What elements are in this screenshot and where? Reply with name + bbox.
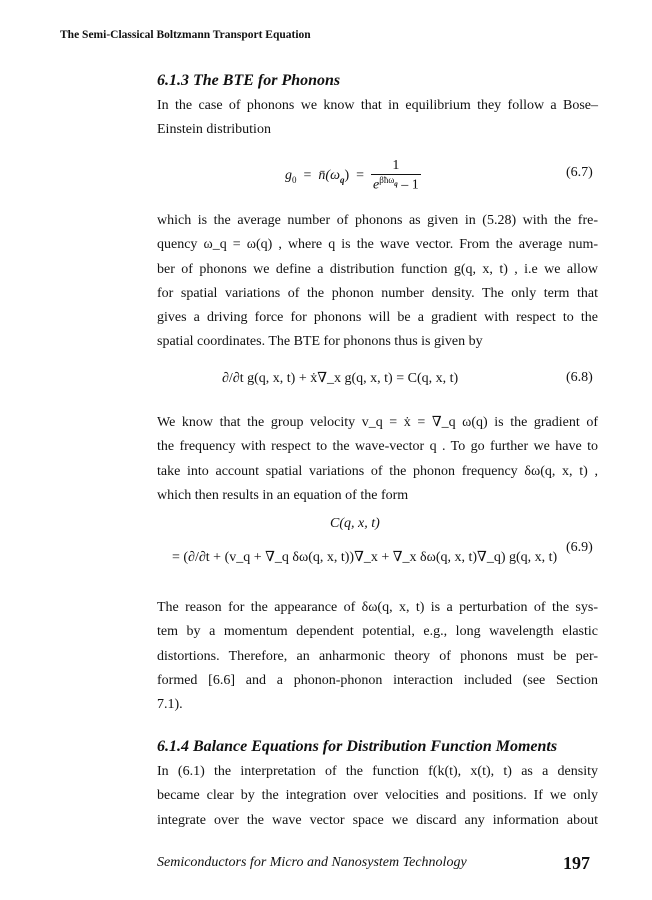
eq-sign: = bbox=[303, 168, 312, 184]
text-line: gives a driving force for phonons will be a gradient with respect to the bbox=[157, 310, 598, 326]
equation-number-6-9: (6.9) bbox=[566, 540, 593, 555]
equation-6-9-line-1: C(q, x, t) bbox=[330, 516, 380, 531]
text-line: integrate over the wave vector space we discard any information about bbox=[157, 812, 598, 828]
equation-6-7 bbox=[285, 158, 421, 194]
eq-fraction bbox=[371, 158, 421, 194]
eq-denominator bbox=[371, 174, 421, 194]
text-line: take into account spatial variations of the phonon frequency δω(q, x, t) , bbox=[157, 463, 598, 479]
text-line: became clear by the integration over velocities and positions. If we only bbox=[157, 788, 598, 804]
text-line: quency ω_q = ω(q) , where q is the wave vector. From the average num- bbox=[157, 237, 598, 253]
eq-subscript: q bbox=[339, 174, 345, 185]
eq-symbol: – 1 bbox=[397, 177, 419, 193]
footer-book-title: Semiconductors for Micro and Nanosystem Technology bbox=[157, 855, 467, 870]
paragraph-intro bbox=[157, 94, 598, 143]
text-line: In (6.1) the interpretation of the function f(k(t), x(t), t) as a density bbox=[157, 764, 598, 779]
paragraph-perturbation bbox=[157, 596, 598, 717]
text-line: The reason for the appearance of δω(q, x, t) is a perturbation of the sys- bbox=[157, 600, 598, 615]
paragraph-distribution bbox=[157, 209, 598, 355]
section-heading-6-1-3: 6.1.3 The BTE for Phonons bbox=[157, 72, 341, 89]
text-line: formed [6.6] and a phonon-phonon interaction included (see Section bbox=[157, 672, 598, 688]
page-number: 197 bbox=[563, 853, 590, 873]
running-header: The Semi-Classical Boltzmann Transport Equation bbox=[60, 29, 311, 41]
eq-subscript: q bbox=[394, 179, 398, 188]
equation-number-6-8: (6.8) bbox=[566, 370, 593, 385]
text-line: tem by a momentum dependent potential, e.g., long wavelength elastic bbox=[157, 624, 598, 640]
text-line: Einstein distribution bbox=[157, 122, 271, 138]
paragraph-group-velocity bbox=[157, 411, 598, 508]
eq-symbol: g bbox=[285, 168, 292, 184]
text-line: the frequency with respect to the wave-vector q . To go further we have to bbox=[157, 439, 598, 455]
text-line: spatial coordinates. The BTE for phonons thus is given by bbox=[157, 334, 483, 350]
paragraph-balance bbox=[157, 760, 598, 833]
text-line: which is the average number of phonons as given in (5.28) with the fre- bbox=[157, 213, 598, 228]
text-line: distortions. Therefore, an anharmonic theory of phonons must be per- bbox=[157, 648, 598, 664]
equation-number-6-7: (6.7) bbox=[566, 165, 593, 180]
text-line: which then results in an equation of the form bbox=[157, 487, 409, 503]
eq-exponent: βħω bbox=[379, 175, 395, 185]
eq-sign: = bbox=[356, 168, 365, 184]
text-line: 7.1). bbox=[157, 697, 183, 713]
eq-numerator: 1 bbox=[392, 158, 400, 173]
text-line: We know that the group velocity v_q = ẋ = ∇_q ω(q) is the gradient of bbox=[157, 415, 598, 430]
text-line: In the case of phonons we know that in equilibrium they follow a Bose– bbox=[157, 98, 598, 113]
eq-symbol: ) bbox=[344, 168, 350, 184]
equation-6-9-line-2: = (∂/∂t + (v_q + ∇_q δω(q, x, t))∇_x + ∇_x δω(q, x, t)∇_q) g(q, x, t) bbox=[172, 550, 558, 565]
eq-symbol: n̄(ω bbox=[318, 168, 340, 184]
text-line: for spatial variations of the phonon number density. The only term that bbox=[157, 285, 598, 301]
eq-subscript: 0 bbox=[292, 174, 297, 185]
eq-symbol: e bbox=[373, 177, 380, 193]
equation-6-8: ∂/∂t g(q, x, t) + ẋ∇_x g(q, x, t) = C(q, x, t) bbox=[222, 371, 459, 386]
text-line: ber of phonons we define a distribution function g(q, x, t) , i.e we allow bbox=[157, 261, 598, 277]
section-heading-6-1-4: 6.1.4 Balance Equations for Distribution Function Moments bbox=[157, 738, 558, 755]
